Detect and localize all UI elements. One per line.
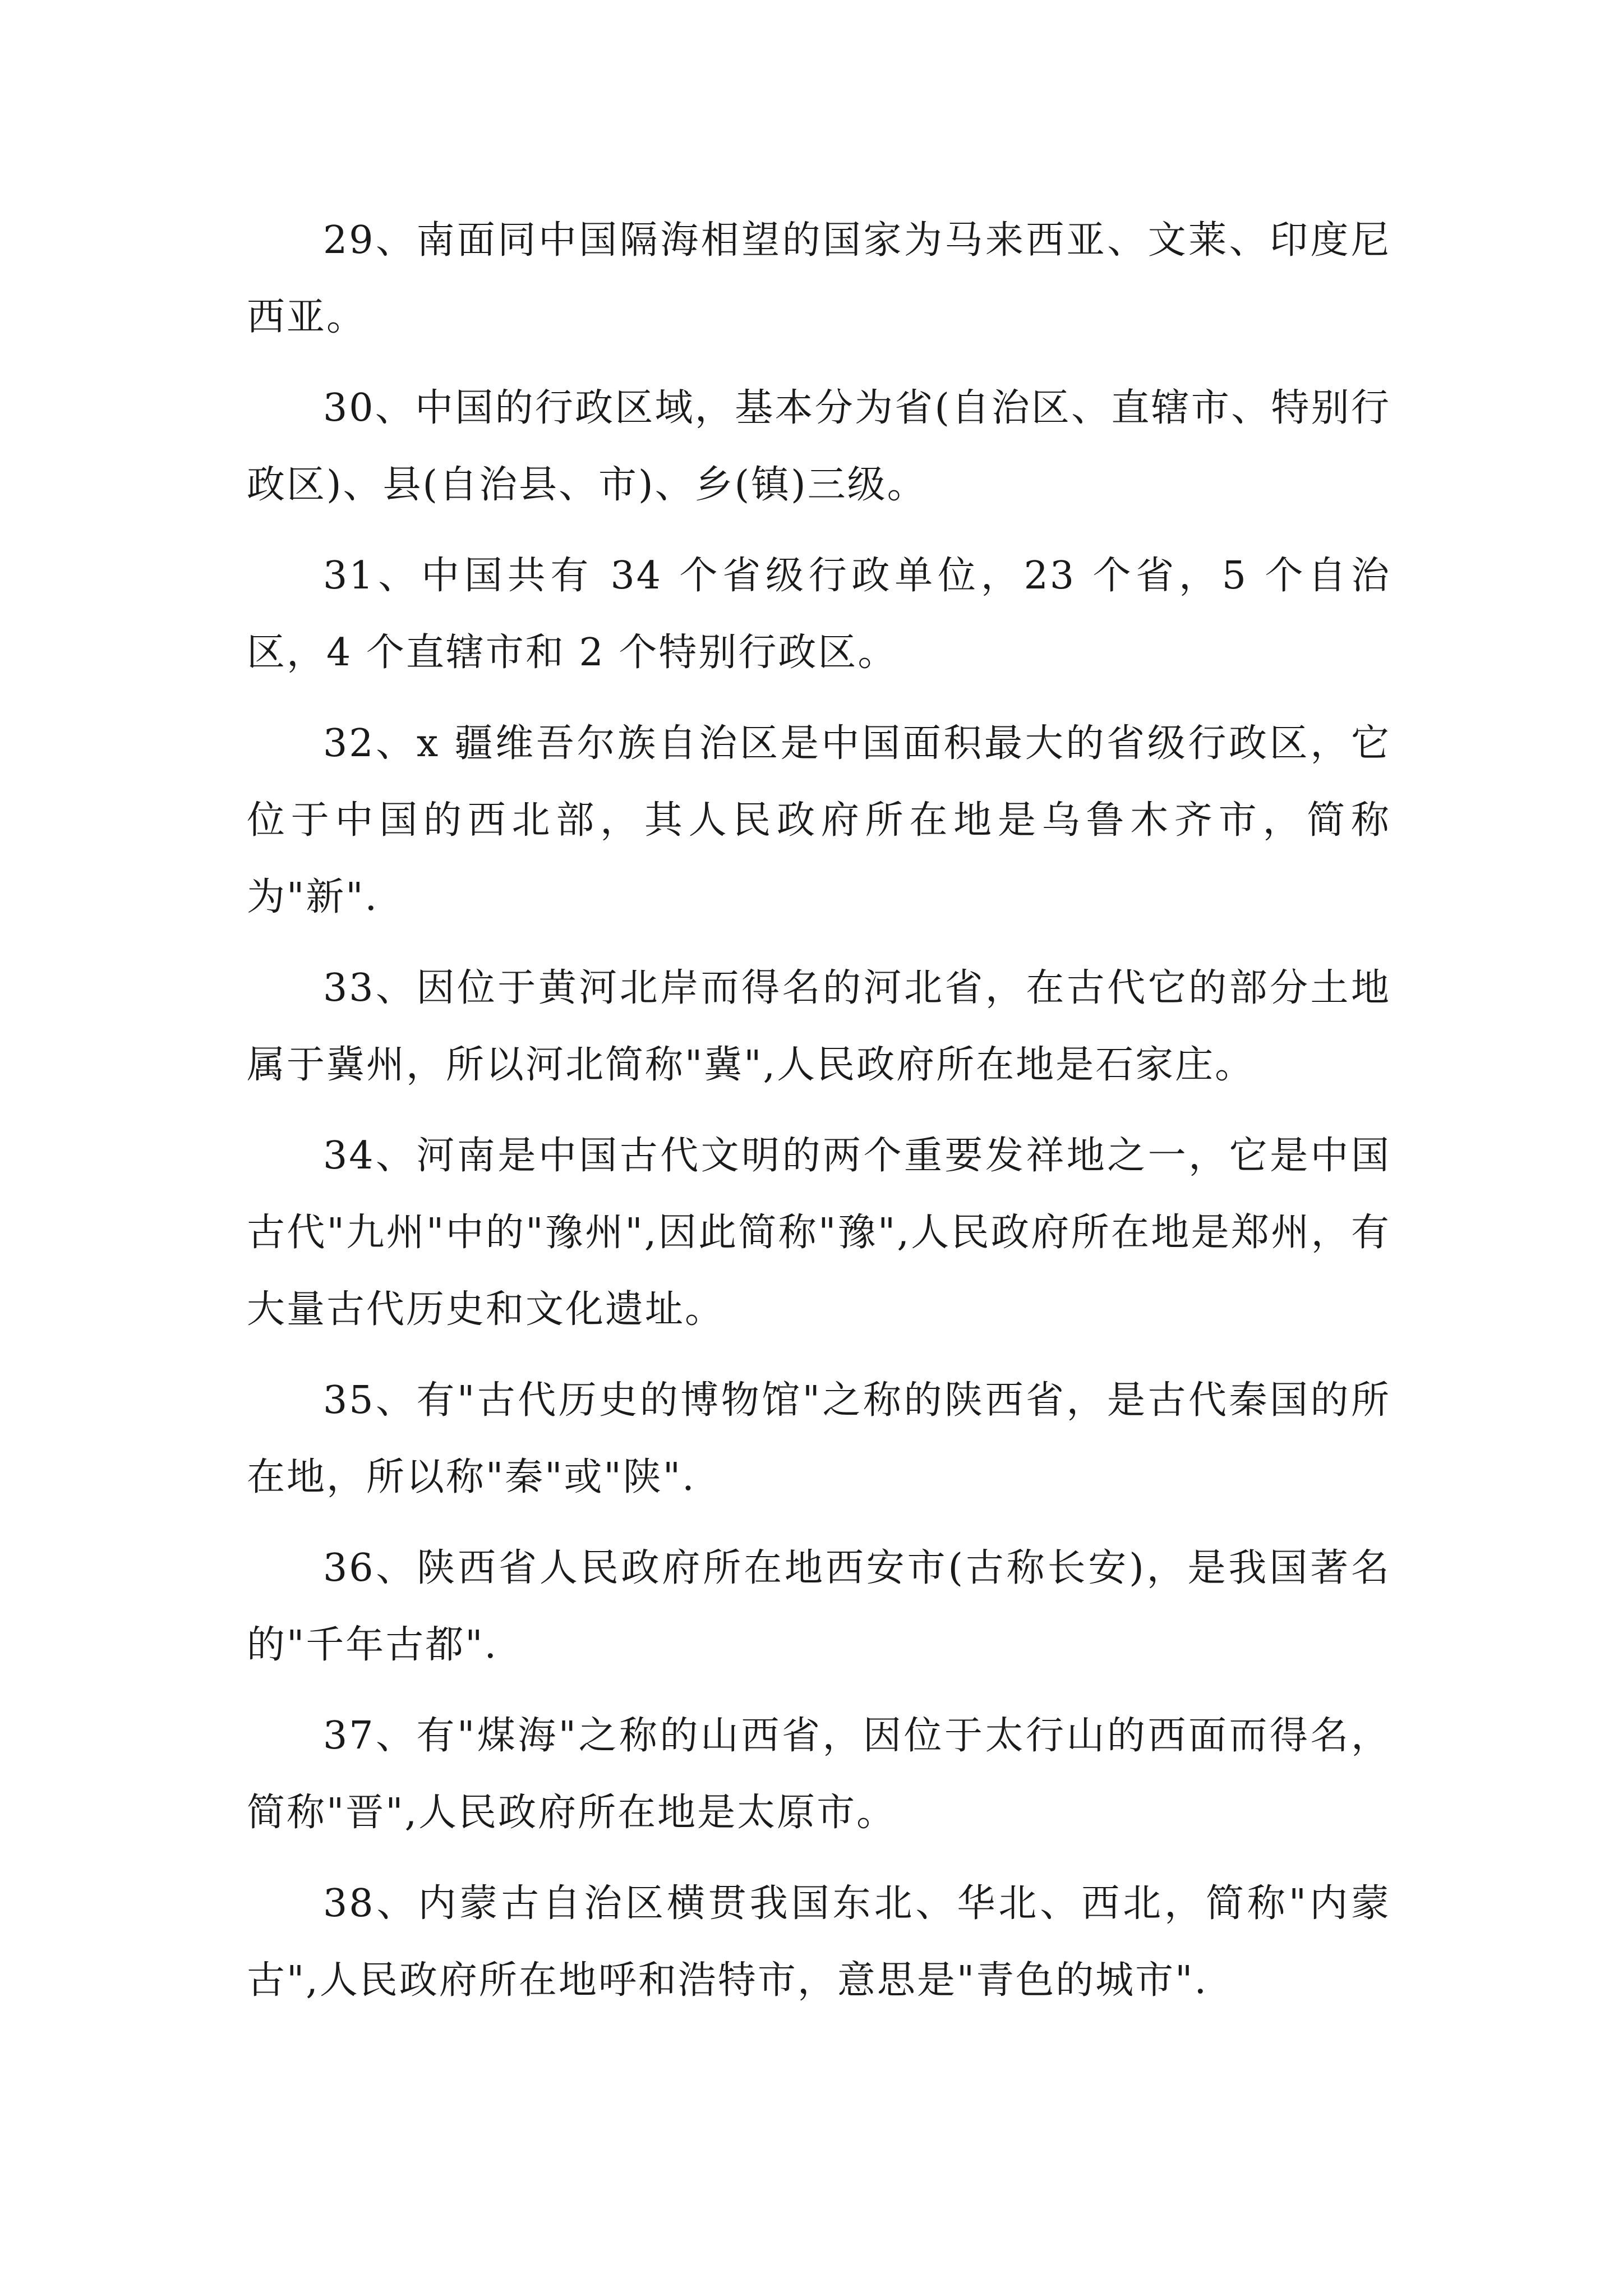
paragraph-29: 29、南面同中国隔海相望的国家为马来西亚、文莱、印度尼西亚。 — [247, 218, 1391, 339]
paragraph-38: 38、内蒙古自治区横贯我国东北、华北、西北，简称"内蒙古",人民政府所在地呼和浩特市，意思是"青色的城市". — [247, 1881, 1391, 2003]
paragraph-30: 30、中国的行政区域，基本分为省(自治区、直辖市、特别行政区)、县(自治县、市)、乡(镇)三级。 — [247, 386, 1391, 507]
document-body — [247, 202, 1391, 2033]
paragraph-35: 35、有"古代历史的博物馆"之称的陕西省，是古代秦国的所在地，所以称"秦"或"陕". — [247, 1378, 1391, 1499]
paragraph-34: 34、河南是中国古代文明的两个重要发祥地之一，它是中国古代"九州"中的"豫州",因此简称"豫",人民政府所在地是郑州，有大量古代历史和文化遗址。 — [247, 1134, 1391, 1332]
paragraph-37: 37、有"煤海"之称的山西省，因位于太行山的西面而得名，简称"晋",人民政府所在地是太原市。 — [247, 1714, 1391, 1835]
paragraph-31: 31、中国共有 34 个省级行政单位，23 个省，5 个自治区，4 个直辖市和 2 个特别行政区。 — [247, 554, 1391, 675]
paragraph-32: 32、x 疆维吾尔族自治区是中国面积最大的省级行政区，它位于中国的西北部，其人民政府所在地是乌鲁木齐市，简称为"新". — [247, 721, 1391, 919]
paragraph-36: 36、陕西省人民政府所在地西安市(古称长安)，是我国著名的"千年古都". — [247, 1546, 1391, 1667]
paragraph-33: 33、因位于黄河北岸而得名的河北省，在古代它的部分土地属于冀州，所以河北简称"冀",人民政府所在地是石家庄。 — [247, 966, 1391, 1087]
